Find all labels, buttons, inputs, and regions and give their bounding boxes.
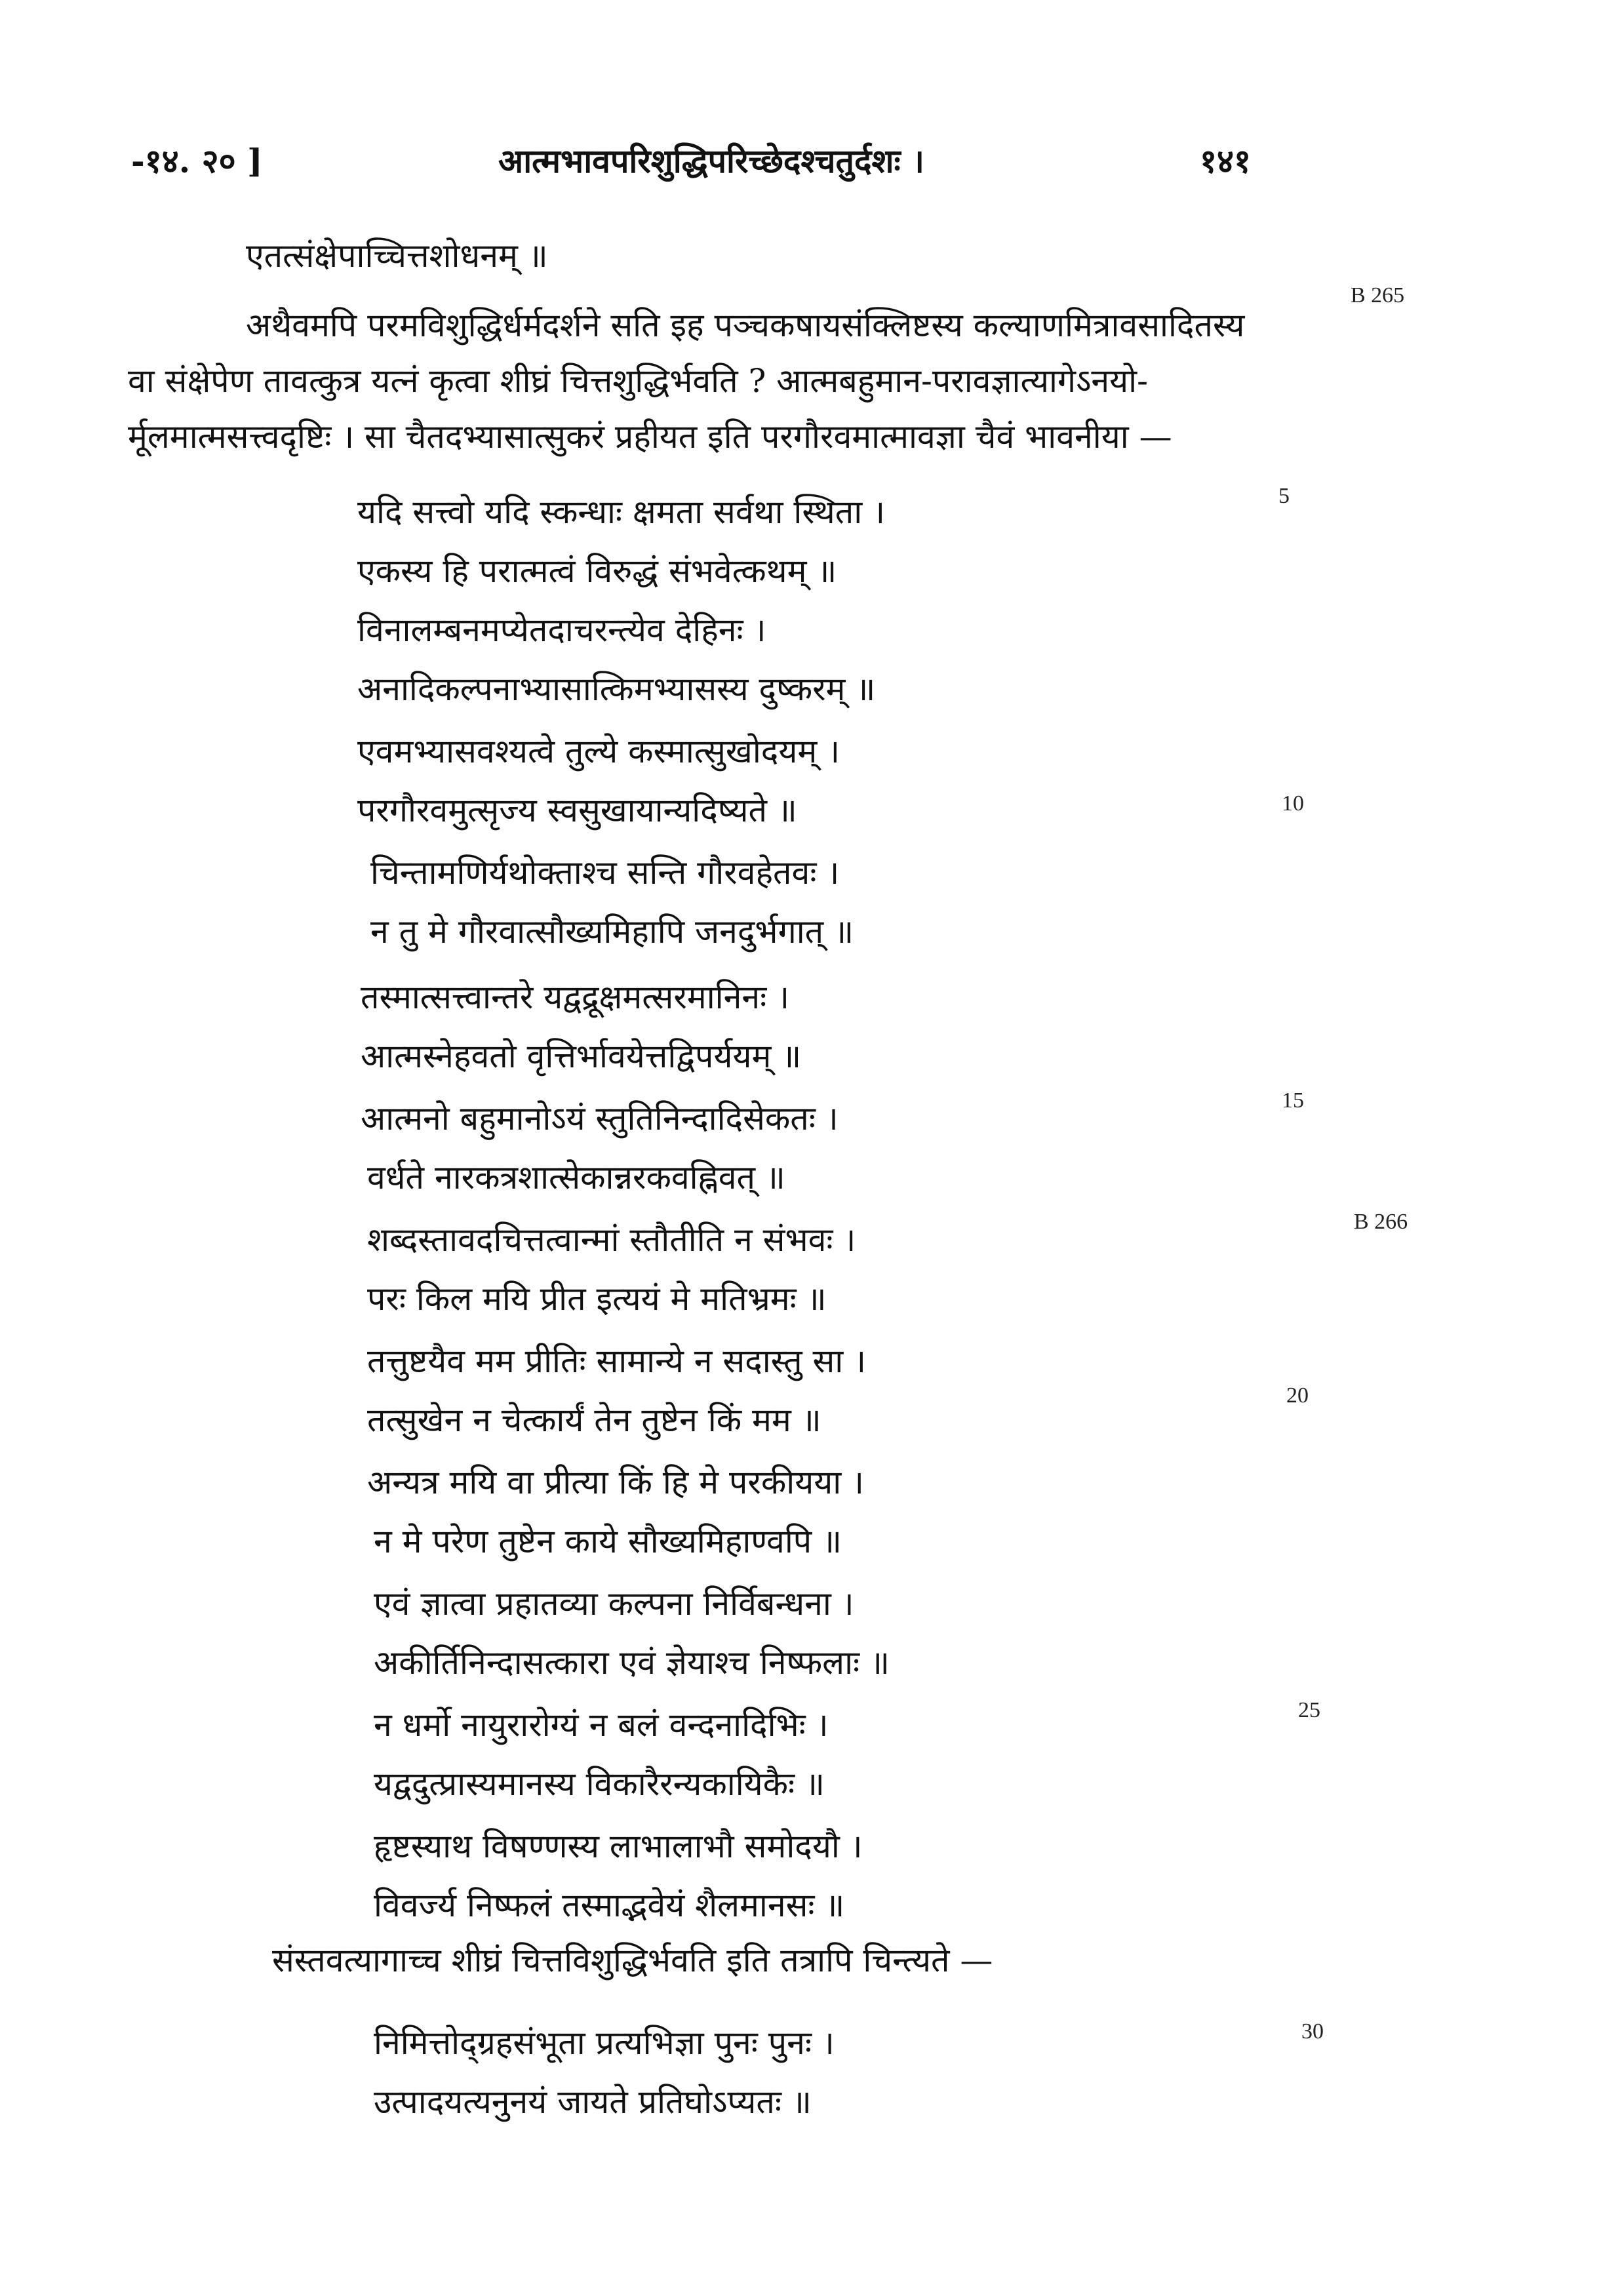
margin-reference: B 266 xyxy=(1354,1210,1408,1234)
prose-line: वा संक्षेपेण तावत्कुत्र यत्नं कृत्वा शीघ्रं चित्तशुद्धिर्भवति ? आत्मबहुमान-परावज्ञात्यागेऽनयो- xyxy=(128,362,1148,400)
verse-line: आत्मनो बहुमानोऽयं स्तुतिनिन्दादिसेकतः । xyxy=(361,1099,839,1138)
opening-line: एतत्संक्षेपाच्चित्तशोधनम् ॥ xyxy=(246,237,548,275)
line-number: 20 xyxy=(1286,1383,1309,1408)
verse-line: वर्धते नारकत्रशात्सेकान्नरकवह्निवत् ॥ xyxy=(367,1158,785,1197)
verse-line: उत्पादयत्यनुनयं जायते प्रतिघोऽप्यतः ॥ xyxy=(374,2083,812,2121)
verse-line: यद्वदुत्प्रास्यमानस्य विकारैरन्यकायिकैः ॥ xyxy=(374,1765,825,1803)
line-number: 15 xyxy=(1282,1088,1304,1113)
verse-line: न तु मे गौरवात्सौख्यमिहापि जनदुर्भगात् ॥ xyxy=(370,913,854,951)
verse-line: यदि सत्त्वो यदि स्कन्धाः क्षमता सर्वथा स्थिता । xyxy=(357,493,886,531)
line-number: 5 xyxy=(1278,484,1290,508)
margin-reference: B 265 xyxy=(1351,283,1405,307)
verse-line: न मे परेण तुष्टेन काये सौख्यमिहाण्वपि ॥ xyxy=(374,1522,842,1560)
verse-line: आत्मस्नेहवतो वृत्तिर्भावयेत्तद्विपर्ययम् ॥ xyxy=(361,1037,802,1075)
verse-line: परः किल मयि प्रीत इत्ययं मे मतिभ्रमः ॥ xyxy=(367,1280,827,1318)
verse-line: परगौरवमुत्सृज्य स्वसुखायान्यदिष्यते ॥ xyxy=(357,791,797,829)
page-range-header: -१४. २० ] xyxy=(131,142,263,180)
verse-line: विवर्ज्य निष्फलं तस्माद्भवेयं शैलमानसः ॥ xyxy=(374,1886,845,1924)
line-number: 25 xyxy=(1298,1698,1320,1722)
verse-line: एकस्य हि परात्मत्वं विरुद्धं संभवेत्कथम् ॥ xyxy=(357,552,837,590)
line-number: 30 xyxy=(1301,2019,1324,2044)
closing-prose-line: संस्तवत्यागाच्च शीघ्रं चित्तविशुद्धिर्भवति इति तत्रापि चिन्त्यते — xyxy=(272,1941,993,1979)
prose-line: अथैवमपि परमविशुद्धिर्धर्मदर्शने सति इह पञ्चकषायसंक्लिष्टस्य कल्याणमित्रावसादितस्य xyxy=(246,306,1245,344)
verse-line: विनालम्बनमप्येतदाचरन्त्येव देहिनः । xyxy=(357,611,766,649)
chapter-title-header: आत्मभावपरिशुद्धिपरिच्छेदश्चतुर्दशः । xyxy=(498,142,924,180)
verse-line: शब्दस्तावदचित्तत्वान्मां स्तौतीति न संभवः । xyxy=(367,1221,856,1259)
verse-line: न धर्मो नायुरारोग्यं न बलं वन्दनादिभिः । xyxy=(374,1706,829,1744)
verse-line: चिन्तामणिर्यथोक्ताश्च सन्ति गौरवहेतवः । xyxy=(370,854,840,892)
verse-line: अन्यत्र मयि वा प्रीत्या किं हि मे परकीयया । xyxy=(367,1463,864,1501)
verse-line: तत्तुष्टयैव मम प्रीतिः सामान्ये न सदास्तु सा । xyxy=(367,1342,867,1380)
verse-line: अकीर्तिनिन्दासत्कारा एवं ज्ञेयाश्च निष्फलाः ॥ xyxy=(374,1644,890,1682)
prose-line: र्मूलमात्मसत्त्वदृष्टिः । सा चैतदभ्यासात्सुकरं प्रहीयत इति परगौरवमात्मावज्ञा चैवं भावनीया — xyxy=(128,418,1172,456)
verse-line: हृष्टस्याथ विषण्णस्य लाभालाभौ समोदयौ । xyxy=(374,1827,863,1865)
verse-line: एवमभ्यासवश्यत्वे तुल्ये कस्मात्सुखोदयम् । xyxy=(357,732,840,770)
verse-line: तत्सुखेन न चेत्कार्यं तेन तुष्टेन किं मम ॥ xyxy=(367,1401,821,1439)
verse-line: निमित्तोद्ग्रहसंभूता प्रत्यभिज्ञा पुनः पुनः । xyxy=(374,2024,835,2062)
verse-line: एवं ज्ञात्वा प्रहातव्या कल्पना निर्विबन्धना । xyxy=(374,1585,854,1623)
line-number: 10 xyxy=(1282,791,1304,816)
page-number: १४१ xyxy=(1200,142,1251,180)
verse-line: अनादिकल्पनाभ्यासात्किमभ्यासस्य दुष्करम् ॥ xyxy=(357,670,876,708)
verse-line: तस्मात्सत्त्वान्तरे यद्वद्रूक्षमत्सरमानिनः । xyxy=(361,978,790,1016)
